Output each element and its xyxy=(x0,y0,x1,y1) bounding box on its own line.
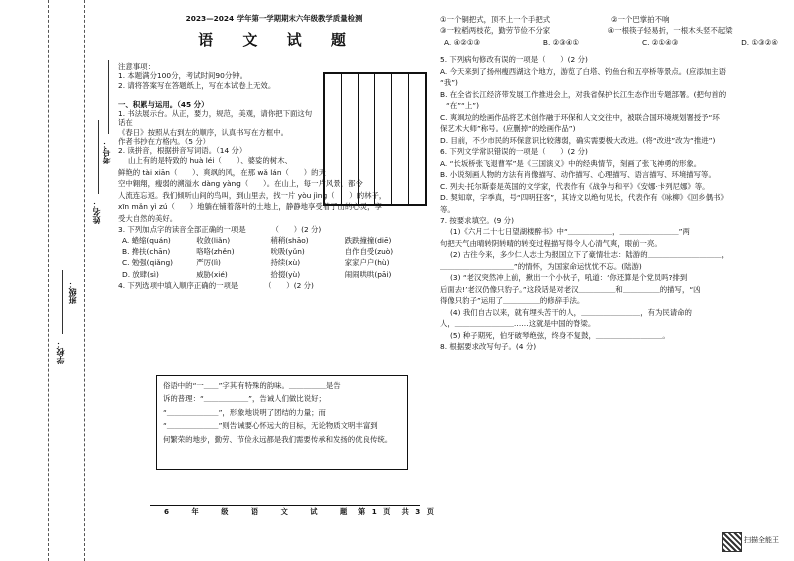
note-2: 2. 请将答案写在答题纸上，写在本试卷上无效。 xyxy=(118,80,276,90)
q6-option-d: 等。 xyxy=(440,204,455,214)
q3-option-cell: 咯咯(zhěn) xyxy=(196,247,235,257)
q4-proverb-row xyxy=(440,25,782,36)
dashed-cut-line xyxy=(84,0,85,561)
box-line: “＿＿＿＿＿＿＿”，形象地说明了团结的力量；而 xyxy=(163,407,326,417)
q4-choice[interactable]: B. ②③④① xyxy=(542,37,580,47)
q5-option-d: D. 目前，不少市民的环保意识比较薄弱，确实需要极大改进。(将“改进”改为“推进”) xyxy=(440,135,716,145)
q3-option-cell: D. 放肆(sì) xyxy=(122,269,159,279)
name-label: 姓名： xyxy=(92,200,101,224)
q2-line: 鲜艳的 tài xiān（ ）、爽飒的风，在那 wǎ lán（ ）的天 xyxy=(118,167,326,177)
q2-text: 2. 读拼音，根据拼音写词语。（14 分） xyxy=(118,146,247,155)
q7-item: (5) 种子期死，伯牙破琴绝弦，终身不复鼓，＿＿＿＿＿＿＿＿＿。 xyxy=(450,330,670,340)
q5-option-c: C. 爽飒垃的绘画作品将艺术创作融于环保和人文交往中，被联合国环境规划署授予“环 xyxy=(440,112,720,122)
q3-option-cell: 闹闹哄哄(pāi) xyxy=(344,269,392,279)
grid-column xyxy=(325,74,342,204)
q4-text: 4. 下列选项中填入顺序正确的一项是 （ ）(2 分) xyxy=(118,280,314,290)
q3-option-cell: 威胁(xié) xyxy=(196,269,228,279)
q3-option-cell: C. 勉强(qiǎng) xyxy=(122,258,174,268)
box-line: 何繁荣的地步，勤劳、节俭永远都是我们需要传承和发扬的优良传统。 xyxy=(163,434,393,444)
q1-text: 1. 书法展示台。从正，要力，规范，美观，请你把下面这句话在 xyxy=(118,109,313,128)
right-column xyxy=(440,14,782,353)
q3-options xyxy=(118,235,423,279)
q5-text: 5. 下列病句修改有误的一项是（ ）(2 分) xyxy=(440,55,588,65)
calligraphy-grid[interactable] xyxy=(323,72,427,206)
grid-column xyxy=(342,74,359,204)
section-1-heading: 一、积累与运用。（45 分） xyxy=(118,99,209,109)
q2-line: xīn mǎn yì zú（ ）地躺在铺着落叶的土地上，静静地享受着了山的心灵，享 xyxy=(118,202,382,212)
q7-text: 7. 按要求填空。(9 分) xyxy=(440,215,514,225)
q4-options xyxy=(440,14,782,37)
q3-option-row xyxy=(118,235,423,246)
q7-item: (2) 古往今来，多少仁人志士为报国立下了豪情壮志：陆游的＿＿＿＿＿＿＿＿＿＿， xyxy=(450,250,729,260)
class-label: 班级： xyxy=(68,280,77,304)
q7-item: (3) “老汉突然冲上前，揪出一个小伙子，吼道：‘你还算是个党员吗?排到 xyxy=(450,273,688,283)
scanner-watermark: 扫描全能王 xyxy=(744,536,779,544)
q3-option-cell: 稍稍(shāo) xyxy=(270,236,309,246)
q6-option-d: D. 契知章，字季真，号“四明狂客”，其诗文以绝句见长，代表作有《咏柳》《回乡偶书》 xyxy=(440,193,728,203)
q3-text: 3. 下列加点字的读音全部正确的一项是 （ ）(2 分) xyxy=(118,225,322,235)
dashed-cut-line xyxy=(48,0,49,561)
footer-rule xyxy=(150,505,420,506)
q3-option-cell: B. 搀扶(chān) xyxy=(122,247,171,257)
q5-option-b: B. 在全省长江经济带发展工作推进会上，对我省保护长江生态作出专题部署。(把句首的 xyxy=(440,89,727,99)
q7-item: 人，＿＿＿＿＿＿＿＿……这就是中国的脊梁。 xyxy=(440,319,596,329)
q3-option-cell: 吮吸(yǔn) xyxy=(270,247,305,257)
q7-item: 得像只豹子”运用了＿＿＿＿＿的修辞手法。 xyxy=(440,296,585,306)
q7-item: (1)《六月二十七日望湖楼醉书》中“＿＿＿＿＿＿，＿＿＿＿＿＿＿＿”两 xyxy=(450,227,690,237)
box-line: 俗语中的“一＿＿”字其有特殊的韵味。＿＿＿＿＿是告 xyxy=(163,381,341,390)
q4-passage-box xyxy=(156,375,408,470)
q3-option-row xyxy=(118,246,423,257)
grid-column xyxy=(375,74,392,204)
subject-title: 语 文 试 题 xyxy=(198,31,358,50)
q7-item: 后面去!’老汉仍像只豹子。”这段话是对老汉＿＿＿＿＿和＿＿＿＿＿的描写，“凶 xyxy=(440,284,701,294)
school-line xyxy=(62,270,63,334)
name-line xyxy=(98,120,99,194)
q6-option-b: B. 小说刻画人物的方法有肖像描写、动作描写、心理描写、语言描写、环境描写等。 xyxy=(440,170,716,180)
q6-option-a: A. “长坂桥张飞退曹军”是《三国演义》中的经典情节，刻画了张飞神勇的形象。 xyxy=(440,158,702,168)
q4-proverb-row xyxy=(440,14,782,25)
q3-option-cell: 跌跌撞撞(diē) xyxy=(344,236,392,246)
exam-no-label: 考号： xyxy=(102,140,111,164)
q2-line: 空中翱翔，瘦弱的溯溢水 dàng yàng（ ）。在山上，每一片风景，都令 xyxy=(118,179,363,189)
q7-item: (4) 我们自古以来，就有埋头苦干的人，＿＿＿＿＿＿＿＿，有为民请命的 xyxy=(450,307,692,317)
q5-option-a: “我”) xyxy=(440,78,458,88)
q2-line: 受大自然的美好。 xyxy=(118,213,178,223)
q3-option-cell: 持续(xù) xyxy=(270,258,301,268)
q3-option-row xyxy=(118,269,423,280)
q4-proverb: ③一粒稻两枝花，勤劳节俭不分家 xyxy=(440,26,551,36)
q6-text: 6. 下列文学常识错误的一项是（ ）(2 分) xyxy=(440,147,588,157)
q8-text: 8. 根据要求改写句子。(4 分) xyxy=(440,342,537,352)
q3-option-cell: A. 蜷缩(quán) xyxy=(122,236,171,246)
notes-heading: 注意事项： xyxy=(118,62,155,71)
q2-line: 人流连忘返。我们倾听山间的鸟叫，到山里去，找一片 yòu jìng（ ）的林子， xyxy=(118,190,387,200)
q3-option-cell: 严厉(lì) xyxy=(196,258,221,268)
q4-proverb: ①一个铜把式，顶不上一个手把式 xyxy=(440,15,551,24)
grid-column xyxy=(392,74,409,204)
box-line: 诉的普理：“＿＿＿＿＿＿”，告诫人们做比说好； xyxy=(163,394,326,404)
note-1: 1. 本题满分100分，考试时间90分钟。 xyxy=(118,71,247,81)
q5-option-c: 保艺术大师”称号。(应删掉“的绘画作品”) xyxy=(440,124,576,134)
q6-option-c: C. 列夫·托尔斯泰是英国的文学家，代表作有《战争与和平》《安娜·卡列尼娜》等。 xyxy=(440,181,710,191)
q1-text: 作者书抄在方格内。（5 分） xyxy=(118,136,211,146)
qr-code-icon xyxy=(722,532,742,552)
q1-text: 《春日》按照从右到左的顺序，认真书写在方框中。 xyxy=(118,127,288,137)
exam-title: 2023—2024 学年第一学期期末六年级教学质量检测 xyxy=(185,14,363,23)
q4-choice[interactable]: C. ②①④③ xyxy=(641,37,679,47)
school-label: 学校： xyxy=(56,340,65,364)
q3-option-cell: 自作自受(zuò) xyxy=(344,247,394,257)
q4-proverb: ④一根筷子轻易折，一根木头竖不起梁 xyxy=(607,26,733,36)
footer-page: 第 1 页 共 3 页 xyxy=(358,507,436,516)
q3-option-cell: 拾掇(yù) xyxy=(270,269,301,279)
q7-item: 句把天气由晴转阴转晴的转变过程描写得令人心清气爽，眼前一亮。 xyxy=(440,238,662,248)
q5-option-a: A. 今天来到了扬州瘦西湖这个地方，游览了白塔、钓鱼台和五亭桥等景点。(应添加主语 xyxy=(440,66,726,76)
q3-option-cell: 家家户户(hù) xyxy=(344,258,390,268)
q4-choice[interactable]: A. ④②①③ xyxy=(444,37,481,47)
q3-option-cell: 收敛(liǎn) xyxy=(196,236,231,246)
q4-choice[interactable]: D. ①③②④ xyxy=(741,37,778,47)
box-line: “＿＿＿＿＿＿＿”则告诫要心怀远大的目标，无论物质文明丰富到 xyxy=(163,421,378,431)
binding-margin xyxy=(10,0,122,561)
q7-item: ＿＿＿＿＿＿＿＿＿＿”的情怀，为国家命运忧忧不忘。(陆游) xyxy=(440,261,642,271)
q5-option-b: “在”“上”) xyxy=(446,101,479,111)
grid-column xyxy=(409,74,425,204)
q3-option-row xyxy=(118,257,423,268)
grid-column xyxy=(359,74,376,204)
footer-subject: 6 年 级 语 文 试 题 xyxy=(164,507,358,516)
q4-answer-choices xyxy=(440,37,782,48)
q4-proverb: ②一个巴掌拍不响 xyxy=(611,15,670,24)
exam-no-line xyxy=(108,60,109,134)
notes xyxy=(118,62,318,90)
q2-line: 山上有的是特致的 huà léi（ ）、婆娑的树木、 xyxy=(128,156,292,166)
